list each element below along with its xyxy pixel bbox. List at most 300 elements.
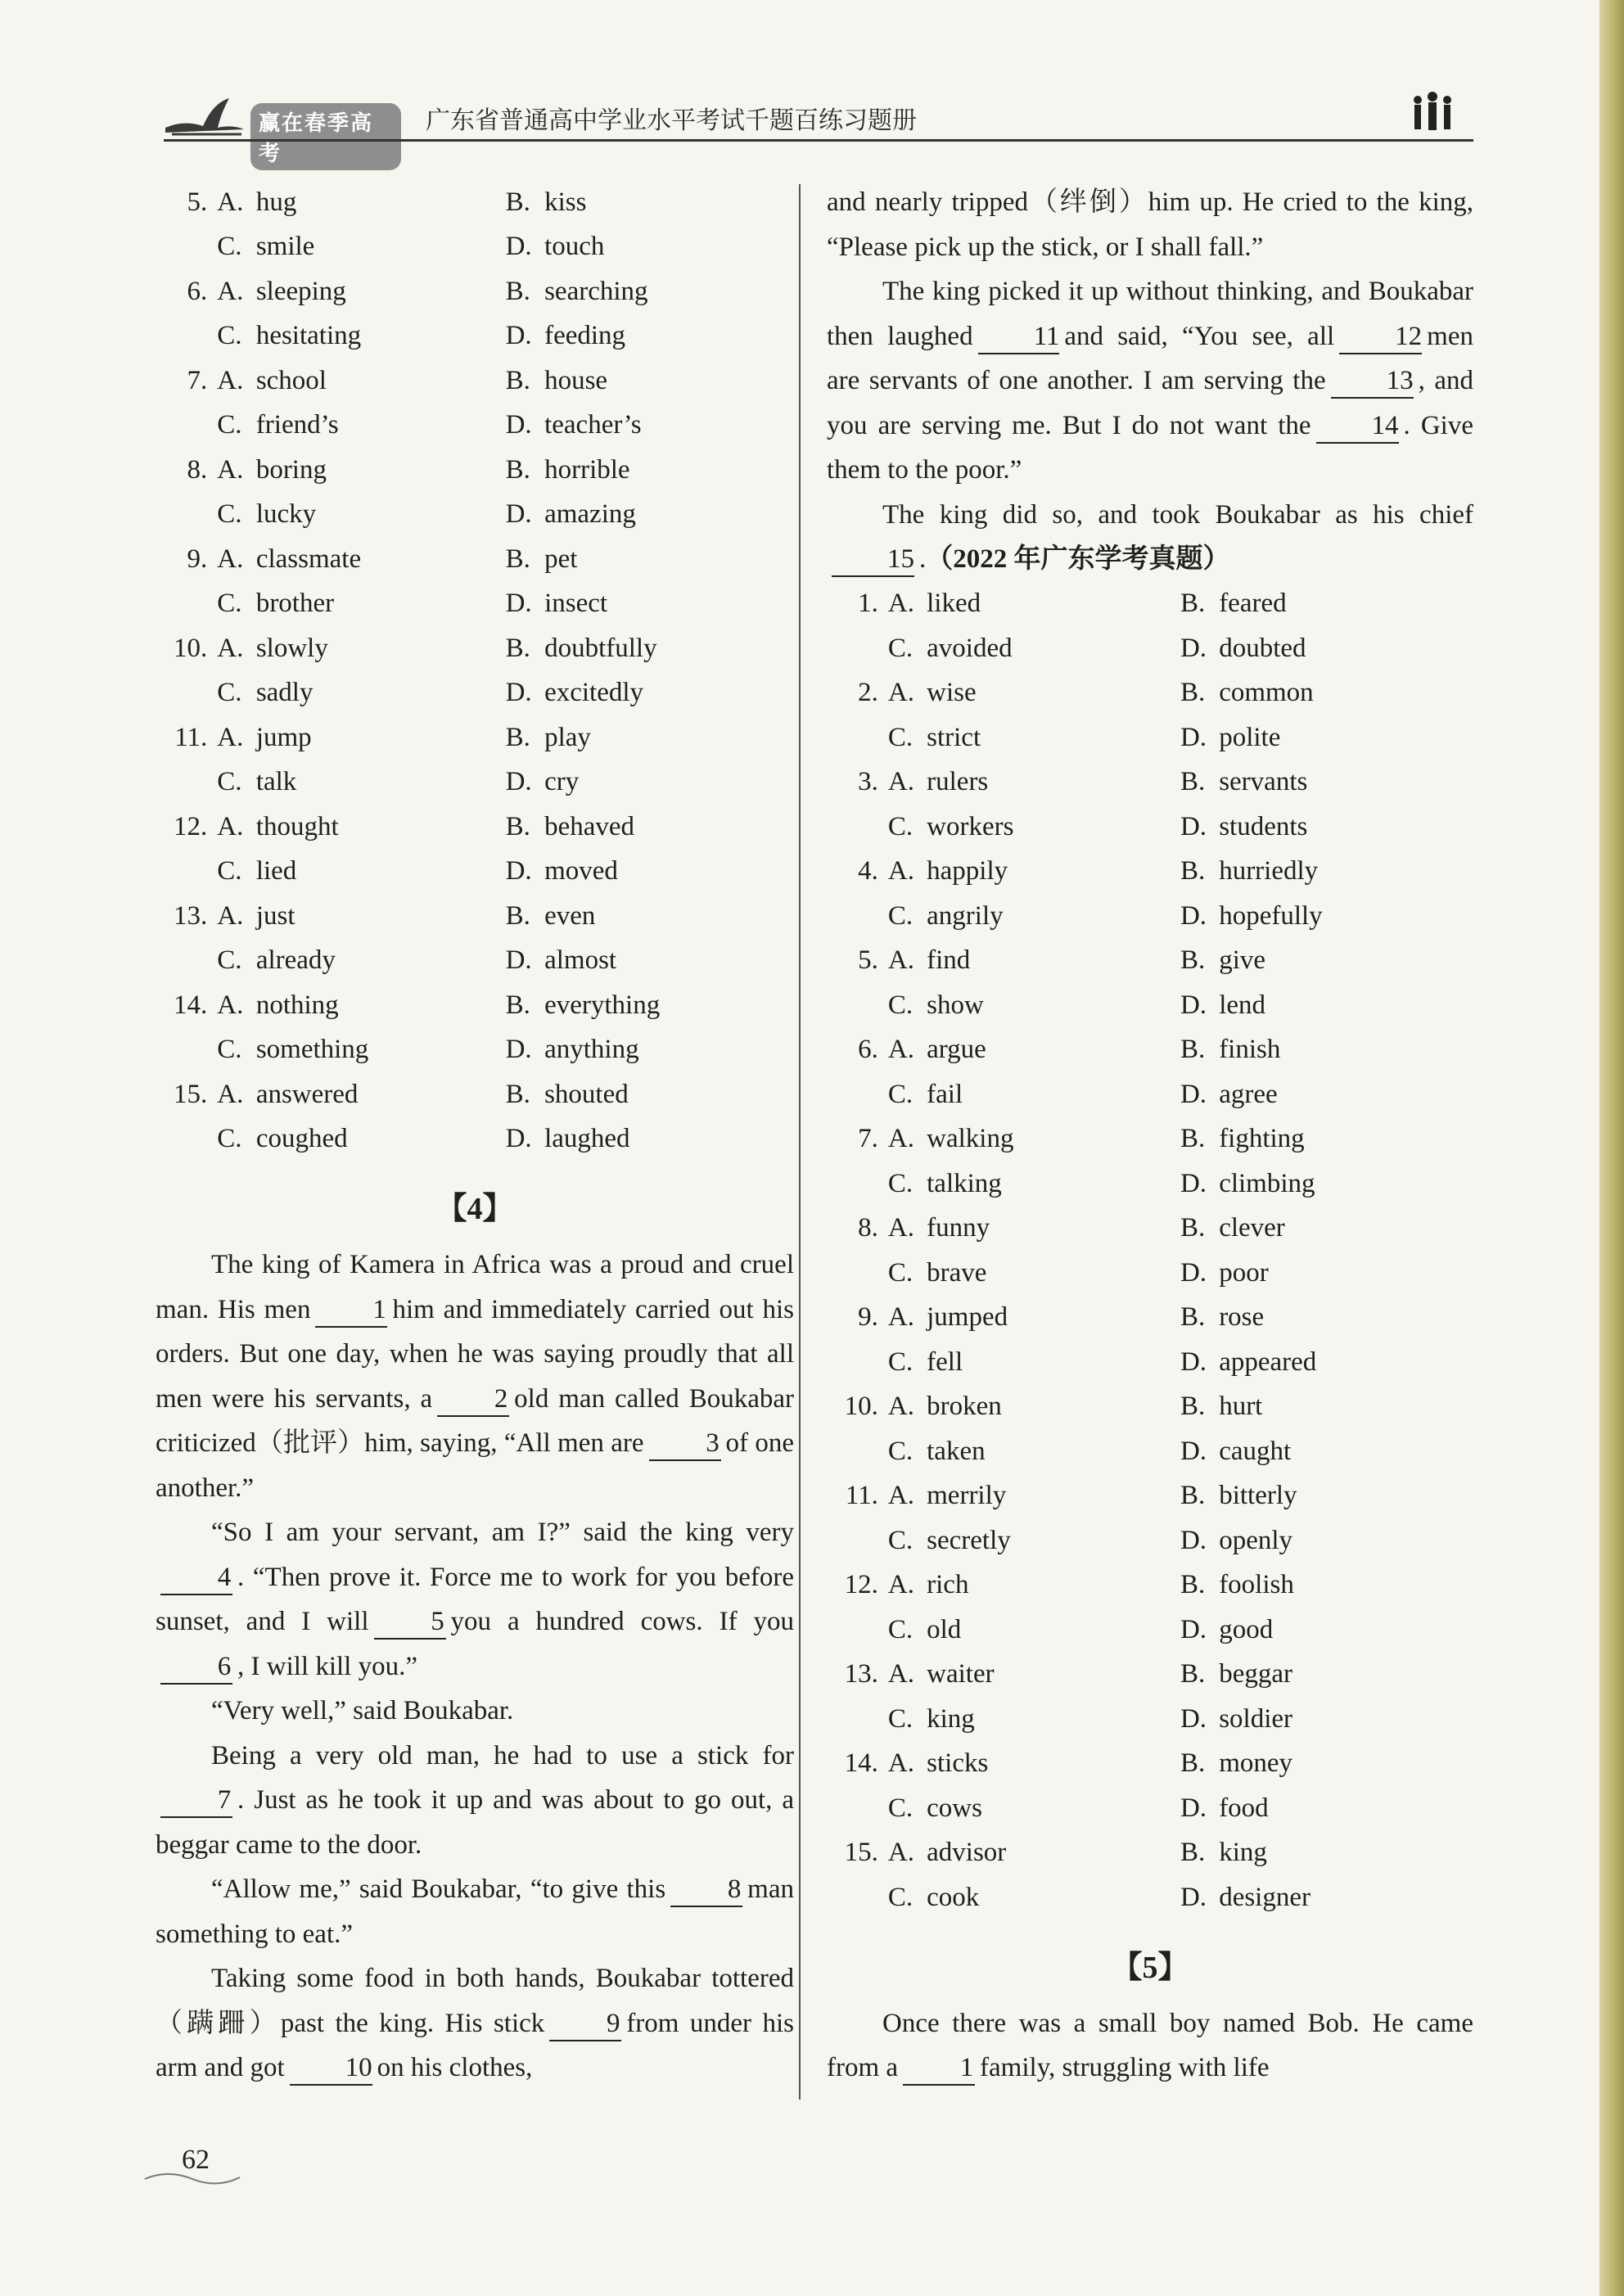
option-row (827, 1207, 1473, 1252)
option-d[interactable]: poor (1219, 1257, 1269, 1288)
option-letter: C. (217, 678, 242, 708)
option-row (827, 1028, 1473, 1073)
option-row (827, 715, 1473, 760)
blank-11[interactable]: 11 (978, 320, 1060, 354)
option-row (827, 1831, 1473, 1876)
option-a[interactable]: argue (927, 1035, 986, 1065)
option-letter: D. (1180, 990, 1207, 1020)
option-letter: C. (887, 633, 914, 663)
option-letter: B. (1180, 678, 1206, 708)
option-c[interactable]: hesitating (255, 321, 362, 351)
option-row (827, 1518, 1473, 1563)
question-number-spacer (827, 1072, 888, 1117)
page-number: 62 (182, 2145, 210, 2175)
section-5-title: 【5】 (1111, 1950, 1189, 1985)
passage-paragraph: The king did so, and took Boukabar as his chief15 .（2022 年广东学考真题） (827, 493, 1473, 582)
option-a[interactable]: rich (927, 1570, 969, 1600)
option-a[interactable]: advisor (927, 1838, 1007, 1868)
option-b[interactable]: even (544, 900, 596, 931)
blank-6[interactable]: 6 (160, 1650, 232, 1685)
option-d[interactable]: good (1219, 1614, 1274, 1644)
option-letter: C. (887, 1168, 914, 1198)
option-letter: B. (505, 900, 530, 931)
option-d[interactable]: cry (544, 767, 580, 797)
passage-paragraph: “So I am your servant, am I?” said the king very4 . “Then prove it. Force me to work for you before sunset, and I will 5 you a hundred cows. If you6 , I will kill you.” (156, 1510, 794, 1689)
right-column (827, 180, 1473, 2091)
option-a[interactable]: walking (927, 1124, 1014, 1154)
option-row (827, 894, 1473, 939)
option-b[interactable]: house (544, 365, 608, 395)
option-d[interactable]: agree (1219, 1079, 1278, 1109)
header-rule (164, 139, 1473, 142)
option-row (827, 1697, 1473, 1742)
option-row (156, 582, 794, 627)
question-number-spacer (156, 493, 217, 538)
option-d[interactable]: food (1219, 1793, 1269, 1823)
option-letter: A. (217, 544, 244, 574)
option-letter: B. (505, 365, 530, 395)
option-letter: D. (505, 410, 532, 440)
option-row (827, 983, 1473, 1028)
passage-paragraph: “Allow me,” said Boukabar, “to give this 8 man something to eat.” (156, 1874, 794, 1949)
option-a[interactable]: waiter (927, 1659, 995, 1689)
option-letter: C. (217, 589, 242, 619)
option-a[interactable]: just (255, 900, 295, 931)
option-row (156, 359, 794, 404)
option-letter: C. (217, 1035, 242, 1065)
option-letter: A. (217, 276, 244, 306)
option-row (156, 537, 794, 582)
option-d[interactable]: caught (1219, 1436, 1292, 1466)
question-number-spacer (827, 1251, 888, 1296)
question-number: 12. (174, 811, 208, 841)
question-number: 6. (858, 1035, 878, 1065)
option-b[interactable]: doubtfully (544, 633, 657, 663)
option-d[interactable]: openly (1219, 1525, 1293, 1555)
option-d[interactable]: climbing (1219, 1168, 1315, 1198)
option-d[interactable]: doubted (1219, 633, 1306, 663)
option-letter: A. (887, 1570, 914, 1600)
option-b[interactable]: searching (544, 276, 648, 306)
question-number: 13. (844, 1659, 878, 1689)
section-4-title: 【4】 (435, 1192, 514, 1226)
option-c[interactable]: fell (927, 1346, 963, 1377)
option-row (827, 1875, 1473, 1920)
option-letter: B. (505, 276, 530, 306)
option-letter: B. (1180, 1570, 1206, 1600)
option-letter: D. (1180, 1346, 1207, 1377)
option-letter: D. (1180, 811, 1207, 841)
question-number: 11. (174, 722, 208, 752)
option-letter: A. (887, 945, 914, 976)
option-row (156, 671, 794, 716)
blank-15[interactable]: 15 (832, 543, 914, 577)
blank-5[interactable]: 5 (374, 1605, 446, 1640)
option-letter: D. (1180, 1614, 1207, 1644)
option-d[interactable]: feeding (544, 321, 626, 351)
option-letter: C. (887, 1346, 914, 1377)
option-b[interactable]: kiss (544, 187, 587, 217)
option-b[interactable]: give (1219, 945, 1266, 976)
blank-3[interactable]: 3 (649, 1427, 721, 1461)
option-letter: B. (505, 811, 530, 841)
option-d[interactable]: teacher’s (544, 410, 642, 440)
option-c[interactable]: brave (927, 1257, 987, 1288)
option-c[interactable]: show (927, 990, 984, 1020)
option-letter: C. (217, 856, 242, 886)
passage-paragraph: Taking some food in both hands, Boukabar tottered（蹒跚）past the king. His stick 9 from under his arm and got 10 on his clothes, (156, 1956, 794, 2091)
option-d[interactable]: soldier (1219, 1703, 1293, 1734)
option-d[interactable]: amazing (544, 499, 636, 530)
option-row (827, 1474, 1473, 1519)
option-letter: D. (1180, 722, 1207, 752)
question-number-spacer (156, 671, 217, 716)
option-letter: C. (217, 499, 242, 530)
option-c[interactable]: friend’s (255, 410, 339, 440)
option-letter: B. (505, 544, 530, 574)
option-c[interactable]: workers (927, 811, 1014, 841)
option-letter: B. (1180, 1213, 1206, 1243)
question-number-spacer (156, 939, 217, 984)
option-c[interactable]: angrily (927, 900, 1004, 931)
option-c[interactable]: taken (927, 1436, 986, 1466)
option-d[interactable]: anything (544, 1035, 639, 1065)
option-a[interactable]: broken (927, 1392, 1002, 1422)
question-number-spacer (827, 1786, 888, 1831)
right-options-table (827, 582, 1473, 1920)
option-row (827, 1608, 1473, 1653)
option-d[interactable]: lend (1219, 990, 1266, 1020)
option-letter: B. (1180, 1124, 1206, 1154)
option-a[interactable]: hug (255, 187, 297, 217)
publisher-logo (164, 95, 401, 166)
blank-12[interactable]: 12 (1339, 320, 1422, 354)
option-letter: B. (1180, 1302, 1206, 1333)
option-letter: B. (505, 633, 530, 663)
option-c[interactable]: lied (255, 856, 297, 886)
option-letter: D. (505, 499, 532, 530)
option-b[interactable]: everything (544, 990, 661, 1020)
option-letter: B. (1180, 1748, 1206, 1779)
option-d[interactable]: appeared (1219, 1346, 1317, 1377)
option-letter: B. (1180, 945, 1206, 976)
option-letter: B. (505, 990, 530, 1020)
option-row (827, 1251, 1473, 1296)
option-row (827, 1742, 1473, 1787)
option-letter: A. (887, 1124, 914, 1154)
option-letter: B. (1180, 1838, 1206, 1868)
option-c[interactable]: talk (255, 767, 297, 797)
option-letter: A. (217, 454, 244, 485)
option-letter: C. (887, 990, 914, 1020)
option-c[interactable]: sadly (255, 678, 314, 708)
option-letter: D. (1180, 900, 1207, 931)
option-c[interactable]: cook (927, 1882, 980, 1912)
option-b[interactable]: fighting (1219, 1124, 1305, 1154)
option-b[interactable]: money (1219, 1748, 1293, 1779)
option-letter: A. (887, 1213, 914, 1243)
option-d[interactable]: hopefully (1219, 900, 1323, 931)
option-row (156, 805, 794, 850)
question-number-spacer (156, 850, 217, 895)
option-letter: D. (505, 1124, 532, 1154)
option-c[interactable]: smile (255, 232, 315, 262)
passage-paragraph: The king picked it up without thinking, and Boukabar then laughed 11 and said, “You see, all 12 men are servants of one another. I am serving the 13 , and you are serving me. But I do not want the 14 . Give them to the poor.” (827, 277, 1473, 485)
question-number: 7. (187, 365, 208, 395)
option-b[interactable]: rose (1219, 1302, 1265, 1333)
option-b[interactable]: horrible (544, 454, 630, 485)
option-letter: B. (1180, 1481, 1206, 1511)
option-letter: C. (887, 1436, 914, 1466)
option-row (827, 850, 1473, 895)
question-number-spacer (827, 1697, 888, 1742)
option-b[interactable]: feared (1219, 589, 1287, 619)
option-letter: B. (1180, 767, 1206, 797)
option-c[interactable]: strict (927, 722, 981, 752)
option-letter: D. (1180, 1525, 1207, 1555)
option-row (827, 1117, 1473, 1162)
option-a[interactable]: slowly (255, 633, 328, 663)
option-letter: B. (1180, 1392, 1206, 1422)
option-letter: C. (887, 811, 914, 841)
option-a[interactable]: jumped (927, 1302, 1008, 1333)
question-number-spacer (827, 1518, 888, 1563)
option-c[interactable]: old (927, 1614, 962, 1644)
option-row (156, 715, 794, 760)
option-row (156, 314, 794, 359)
option-d[interactable]: students (1219, 811, 1308, 841)
option-d[interactable]: designer (1219, 1882, 1310, 1912)
option-row (156, 448, 794, 493)
option-b[interactable]: beggar (1219, 1659, 1292, 1689)
left-options-table (156, 180, 794, 1162)
option-letter: A. (887, 1035, 914, 1065)
option-letter: D. (505, 589, 532, 619)
passage-paragraph: Once there was a small boy named Bob. He came from a 1 family, struggling with life (827, 2001, 1473, 2091)
option-d[interactable]: almost (544, 945, 617, 976)
question-number-spacer (156, 314, 217, 359)
option-row (827, 671, 1473, 716)
option-a[interactable]: happily (927, 856, 1008, 886)
question-number-spacer (156, 1028, 217, 1073)
question-number-spacer (827, 626, 888, 671)
option-b[interactable]: play (544, 722, 591, 752)
blank-8[interactable]: 8 (670, 1873, 742, 1907)
option-letter: A. (217, 811, 244, 841)
option-letter: D. (1180, 633, 1207, 663)
option-letter: D. (1180, 1079, 1207, 1109)
option-a[interactable]: classmate (255, 544, 362, 574)
option-letter: A. (217, 722, 244, 752)
blank-1[interactable]: 1 (315, 1293, 387, 1328)
option-d[interactable]: moved (544, 856, 618, 886)
question-number: 1. (858, 589, 878, 619)
option-letter: C. (887, 1079, 914, 1109)
source-note: （2022 年广东学考真题） (926, 544, 1230, 574)
option-letter: D. (1180, 1793, 1207, 1823)
option-letter: B. (505, 1079, 530, 1109)
question-number-spacer (827, 1875, 888, 1920)
option-letter: D. (505, 856, 532, 886)
option-letter: C. (217, 1124, 242, 1154)
option-letter: A. (217, 1079, 244, 1109)
book-spine-edge (1599, 0, 1624, 2296)
option-b[interactable]: finish (1219, 1035, 1281, 1065)
option-row (827, 1786, 1473, 1831)
option-c[interactable]: coughed (255, 1124, 348, 1154)
page-header (164, 92, 1473, 166)
option-letter: B. (505, 187, 530, 217)
blank-2[interactable]: 2 (437, 1383, 509, 1417)
option-b[interactable]: hurt (1219, 1392, 1263, 1422)
option-c[interactable]: something (255, 1035, 369, 1065)
option-letter: D. (505, 321, 532, 351)
option-d[interactable]: excitedly (544, 678, 644, 708)
option-d[interactable]: laughed (544, 1124, 630, 1154)
question-number-spacer (827, 1429, 888, 1474)
question-number: 5. (187, 187, 208, 217)
option-letter: C. (217, 410, 242, 440)
option-row (156, 180, 794, 225)
question-number-spacer (156, 225, 217, 270)
option-row (156, 850, 794, 895)
option-a[interactable]: sleeping (255, 276, 346, 306)
option-b[interactable]: behaved (544, 811, 635, 841)
question-number: 14. (844, 1748, 878, 1779)
option-c[interactable]: already (255, 945, 336, 976)
option-a[interactable]: find (927, 945, 971, 976)
option-letter: C. (887, 722, 914, 752)
option-letter: A. (887, 1659, 914, 1689)
option-b[interactable]: bitterly (1219, 1481, 1297, 1511)
question-number: 13. (174, 900, 208, 931)
option-row (827, 760, 1473, 805)
option-a[interactable]: answered (255, 1079, 359, 1109)
option-b[interactable]: foolish (1219, 1570, 1294, 1600)
option-letter: A. (217, 633, 244, 663)
blank-9[interactable]: 9 (549, 2007, 621, 2041)
option-c[interactable]: talking (927, 1168, 1002, 1198)
option-row (156, 894, 794, 939)
blank-4[interactable]: 4 (160, 1561, 232, 1595)
passage-paragraph: and nearly tripped（绊倒）him up. He cried to the king, “Please pick up the stick, or I shall fall.” (827, 187, 1473, 262)
option-b[interactable]: clever (1219, 1213, 1285, 1243)
option-d[interactable]: touch (544, 232, 605, 262)
question-number: 15. (844, 1838, 878, 1868)
question-number-spacer (156, 582, 217, 627)
option-row (156, 939, 794, 984)
option-letter: C. (887, 1703, 914, 1734)
question-number: 9. (858, 1302, 878, 1333)
option-row (156, 269, 794, 314)
left-column (156, 180, 794, 2091)
option-letter: A. (887, 678, 914, 708)
option-row (827, 1162, 1473, 1207)
option-row (156, 983, 794, 1028)
option-a[interactable]: merrily (927, 1481, 1007, 1511)
blank-14[interactable]: 14 (1316, 409, 1399, 444)
question-number: 3. (858, 767, 878, 797)
option-row (156, 225, 794, 270)
option-a[interactable]: school (255, 365, 327, 395)
question-number-spacer (827, 894, 888, 939)
option-row (827, 1429, 1473, 1474)
option-b[interactable]: pet (544, 544, 578, 574)
option-row (827, 805, 1473, 850)
option-c[interactable]: brother (255, 589, 335, 619)
option-c[interactable]: king (927, 1703, 975, 1734)
option-letter: C. (887, 900, 914, 931)
option-b[interactable]: king (1219, 1838, 1267, 1868)
question-number-spacer (827, 715, 888, 760)
option-c[interactable]: lucky (255, 499, 317, 530)
option-a[interactable]: funny (927, 1213, 990, 1243)
option-letter: A. (217, 990, 244, 1020)
question-number: 10. (844, 1392, 878, 1422)
option-c[interactable]: fail (927, 1079, 963, 1109)
option-letter: D. (1180, 1257, 1207, 1288)
option-c[interactable]: cows (927, 1793, 982, 1823)
option-letter: A. (217, 900, 244, 931)
option-letter: C. (217, 945, 242, 976)
question-number: 15. (174, 1079, 208, 1109)
option-a[interactable]: thought (255, 811, 339, 841)
option-a[interactable]: nothing (255, 990, 339, 1020)
option-letter: D. (1180, 1703, 1207, 1734)
option-a[interactable]: rulers (927, 767, 989, 797)
option-a[interactable]: sticks (927, 1748, 989, 1779)
option-b[interactable]: shouted (544, 1079, 629, 1109)
option-letter: D. (505, 767, 532, 797)
question-number: 12. (844, 1570, 878, 1600)
option-b[interactable]: common (1219, 678, 1314, 708)
option-row (156, 626, 794, 671)
option-row (827, 1072, 1473, 1117)
option-a[interactable]: wise (927, 678, 977, 708)
option-letter: D. (505, 1035, 532, 1065)
option-c[interactable]: avoided (927, 633, 1013, 663)
option-row (827, 1340, 1473, 1385)
question-number-spacer (156, 760, 217, 805)
option-letter: B. (1180, 589, 1206, 619)
option-d[interactable]: insect (544, 589, 608, 619)
option-letter: A. (887, 1302, 914, 1333)
option-letter: D. (1180, 1436, 1207, 1466)
question-number: 6. (187, 276, 208, 306)
option-a[interactable]: boring (255, 454, 327, 485)
blank-7[interactable]: 7 (160, 1784, 232, 1818)
option-b[interactable]: servants (1219, 767, 1308, 797)
blank-10[interactable]: 10 (290, 2051, 372, 2086)
option-d[interactable]: polite (1219, 722, 1281, 752)
option-letter: C. (217, 321, 242, 351)
option-row (827, 1653, 1473, 1698)
option-b[interactable]: hurriedly (1219, 856, 1319, 886)
option-row (156, 1117, 794, 1162)
option-letter: C. (887, 1882, 914, 1912)
option-letter: A. (887, 1748, 914, 1779)
passage-paragraph: “Very well,” said Boukabar. (211, 1696, 514, 1725)
option-a[interactable]: jump (255, 722, 312, 752)
blank-1[interactable]: 1 (903, 2051, 975, 2086)
option-a[interactable]: liked (927, 589, 981, 619)
page-ornament-icon (143, 2169, 241, 2187)
option-c[interactable]: secretly (927, 1525, 1011, 1555)
blank-13[interactable]: 13 (1331, 364, 1414, 399)
option-letter: A. (887, 767, 914, 797)
question-number: 14. (174, 990, 208, 1020)
question-number: 5. (858, 945, 878, 976)
